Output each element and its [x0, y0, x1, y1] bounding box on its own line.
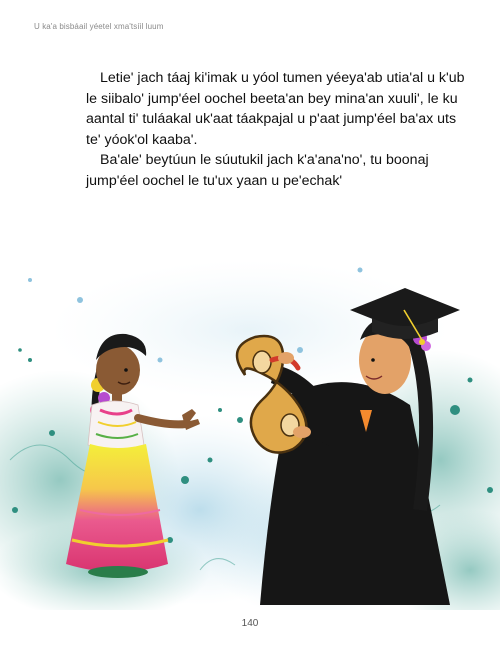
story-text: [86, 68, 466, 192]
running-title: U ka'a bisbáail yéetel xma'tsíil luum: [34, 22, 164, 31]
story-paragraph: Letie' jach táaj ki'imak u yóol tumen yéeya'ab utia'al u k'ub le siibalo' jump'éel oochel beeta'an bey mina'an xuuli', le ku aantal ti' tuláakal uk'aat táakpajal u p'aat jump'éel ba'ax uts te' yóok'ol kaaba'.: [86, 70, 465, 148]
page-number: 140: [241, 618, 259, 629]
story-illustration: [0, 210, 500, 610]
story-paragraph: Ba'ale' beytúun le súutukil jach k'a'ana'no', tu boonaj jump'éel oochel le tu'ux yaan u pe'echak': [86, 152, 429, 189]
